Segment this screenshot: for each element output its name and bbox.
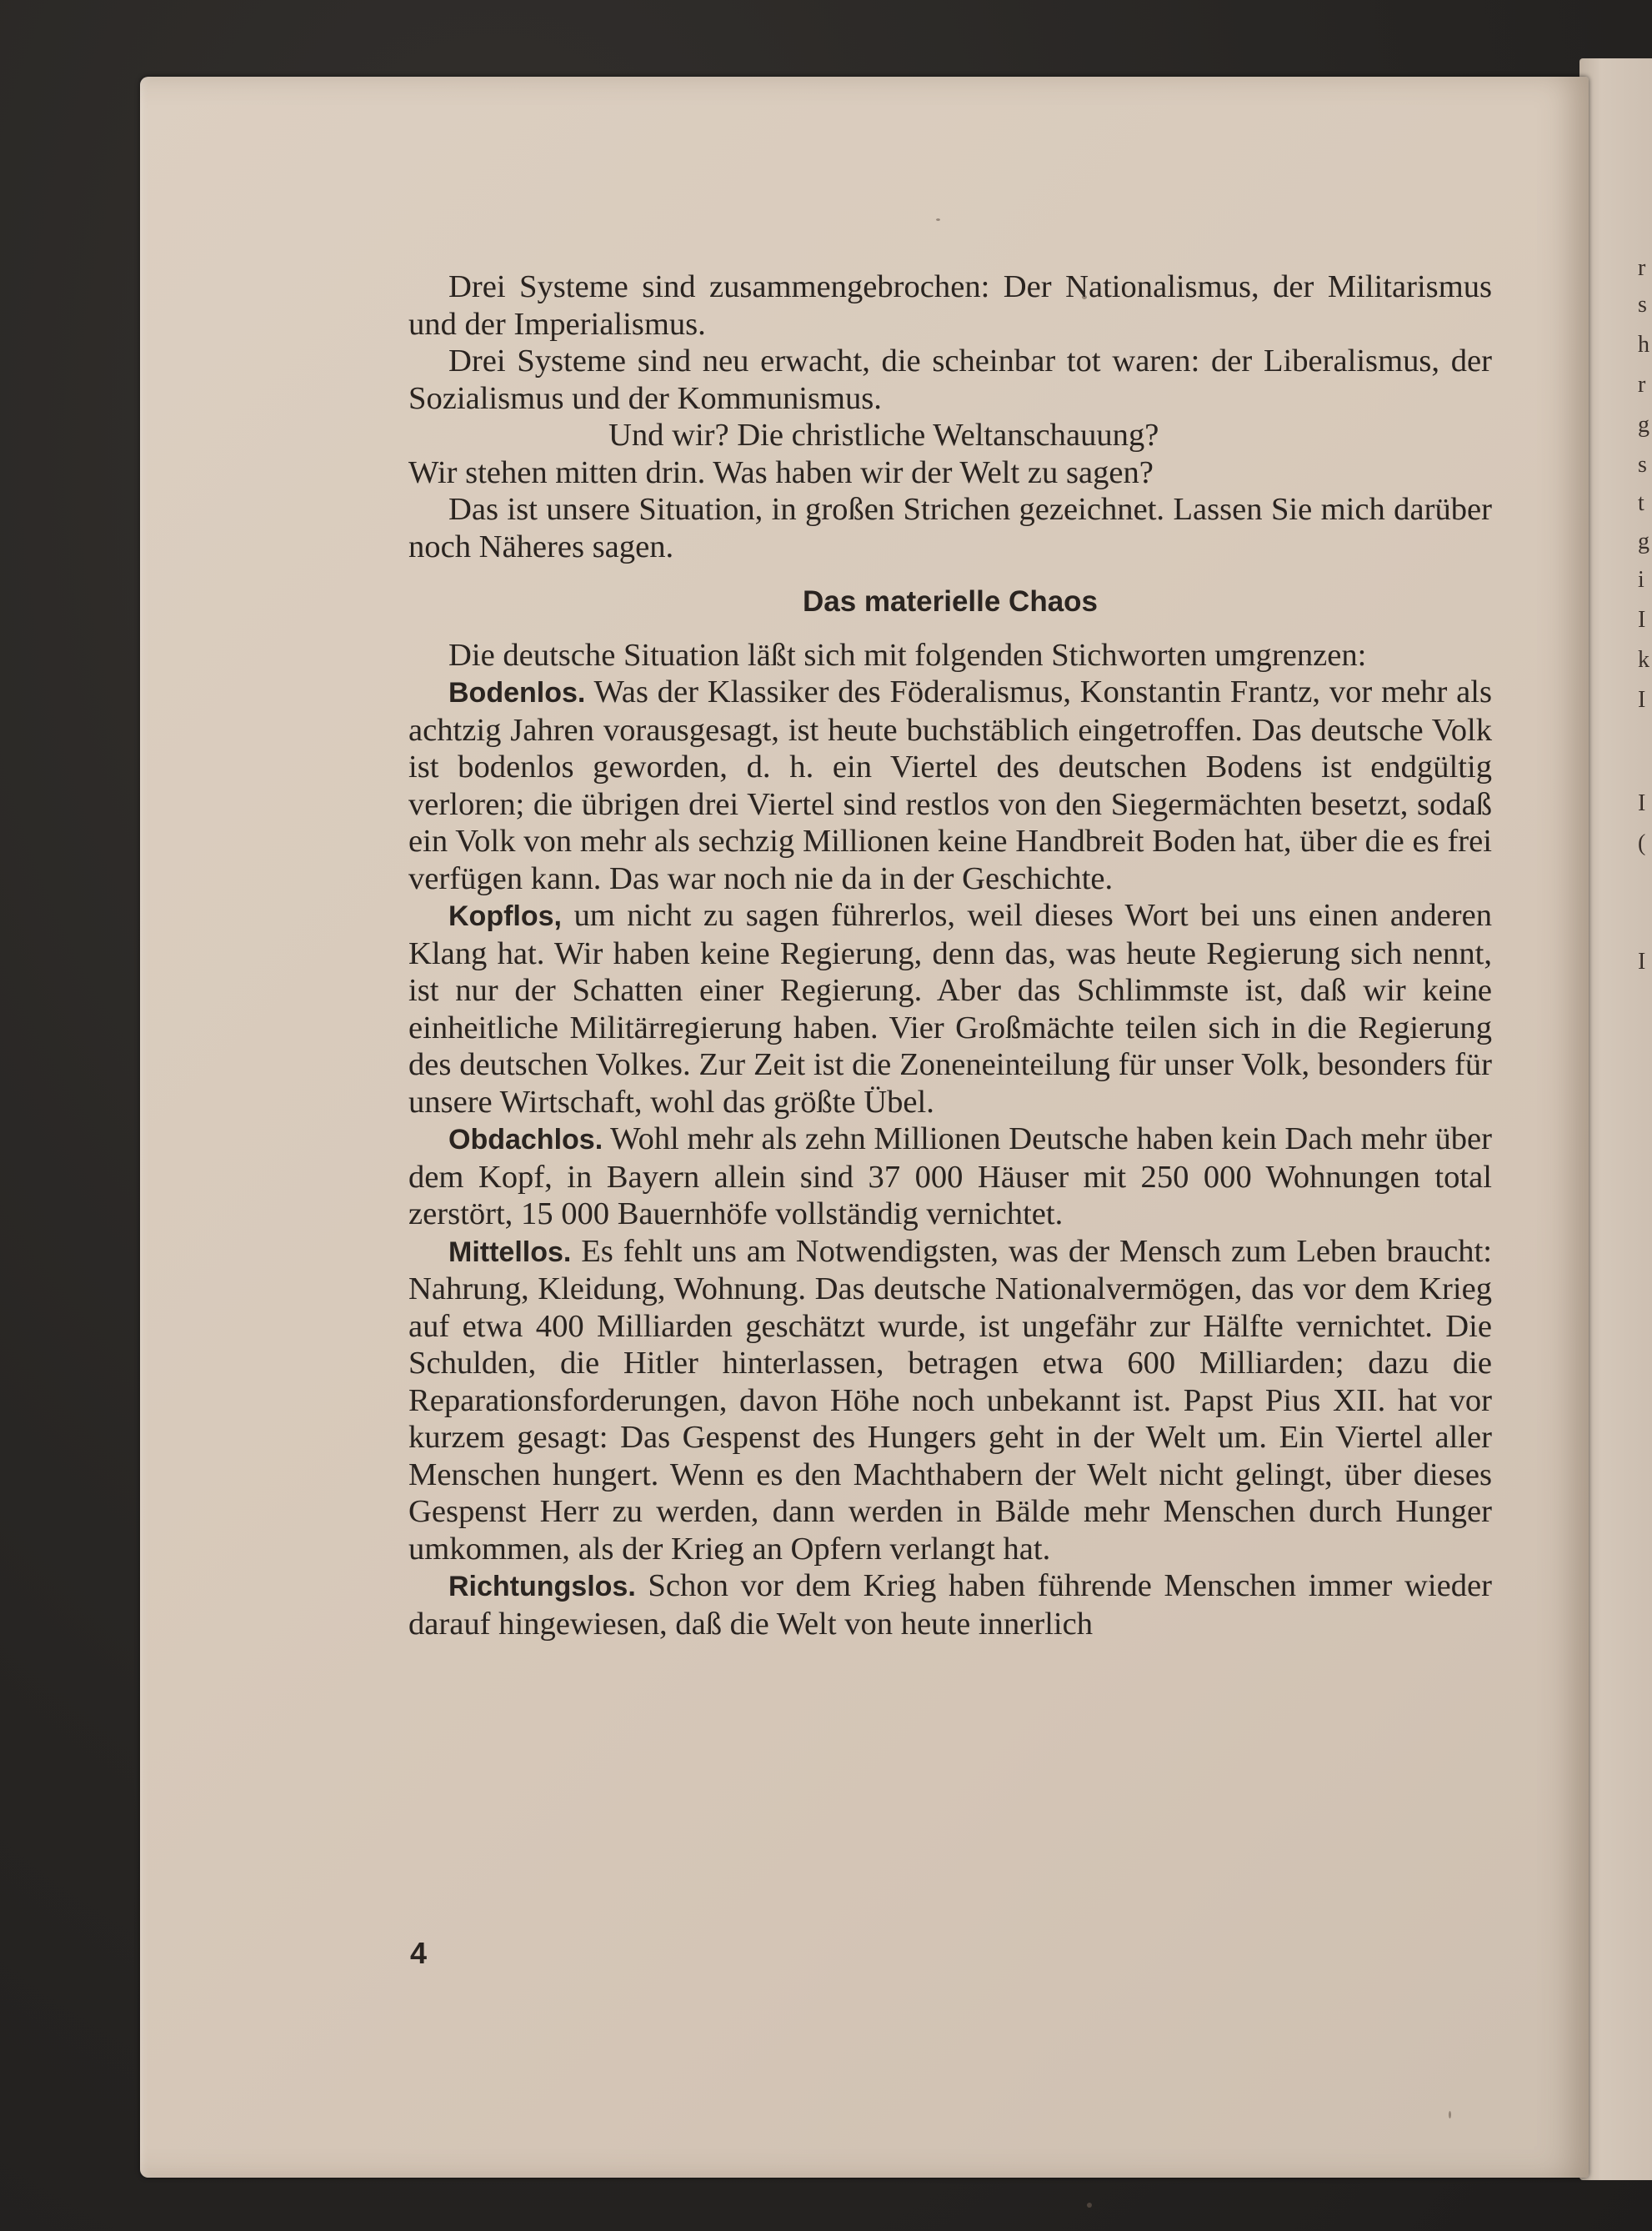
section-heading: Das materielle Chaos xyxy=(802,585,1099,618)
paper-speck xyxy=(1449,2111,1451,2118)
keyword-paragraph xyxy=(408,897,1492,1121)
paper-speck xyxy=(1087,2203,1092,2208)
facing-page-edge xyxy=(1579,58,1652,2180)
facing-page-letter: i xyxy=(1638,567,1644,593)
facing-page-letter: t xyxy=(1638,490,1644,516)
facing-page-letter: g xyxy=(1638,529,1649,554)
keyword-text: Wohl mehr als zehn Millionen Deutsche haben kein Dach mehr über dem Kopf, in Bayern allein sind 37 000 Häuser mit 250 000 Wohnungen total zerstört, 15 000 Bauernhöfe vollständig vernichtet. xyxy=(408,1121,1492,1231)
facing-page-letter: h xyxy=(1638,332,1649,358)
facing-page-letter: k xyxy=(1638,647,1649,673)
facing-page-letter: r xyxy=(1638,255,1646,281)
keyword-paragraph xyxy=(408,1567,1492,1642)
keyword-text: Schon vor dem Krieg haben führende Menschen immer wieder darauf hingewiesen, daß die Welt von heute innerlich xyxy=(408,1568,1492,1642)
keyword-paragraph xyxy=(408,674,1492,897)
facing-page-letter: s xyxy=(1638,452,1647,478)
keyword-term: Obdachlos. xyxy=(448,1124,603,1156)
paper-speck xyxy=(936,218,940,221)
facing-page-letter: I xyxy=(1638,949,1646,975)
facing-page-letter: r xyxy=(1638,372,1646,398)
facing-page-letter: g xyxy=(1638,412,1649,438)
keyword-term: Bodenlos. xyxy=(448,677,586,709)
keyword-text: Es fehlt uns am Notwendigsten, was der Mensch zum Leben braucht: Nahrung, Kleidung, Wohnung. Das deutsche Nationalvermögen, das vor dem Krieg auf etwa 400 Milliarden geschätzt wurde, ist ungefähr zur Hälfte vernichtet. Die Schulden, die Hitler hinterlassen, betragen etwa 600 Milliarden; dazu die Reparationsforderungen, davon Höhe noch unbekannt ist. Papst Pius XII. hat vor kurzem gesagt: Das Gespenst des Hungers geht in der Welt um. Ein Viertel aller Menschen hungert. Wenn es den Machthabern der Welt nicht gelingt, über dieses Gespenst Herr zu werden, dann werden in Bälde mehr Menschen durch Hunger umkommen, als der Krieg an Opfern verlangt hat. xyxy=(408,1233,1492,1567)
keyword-term: Richtungslos. xyxy=(448,1571,636,1602)
opening-paragraph: Drei Systeme sind neu erwacht, die scheinbar tot waren: der Liberalismus, der Sozialismus und der Kommunismus. xyxy=(408,343,1492,416)
keyword-term: Mittellos. xyxy=(448,1236,572,1268)
opening-paragraph: Wir stehen mitten drin. Was haben wir der Welt zu sagen? xyxy=(408,454,1154,490)
keyword-text: Was der Klassiker des Föderalismus, Konstantin Frantz, vor mehr als achtzig Jahren vorausgesagt, ist heute buchstäblich eingetroffen. Das deutsche Volk ist bodenlos geworden, d. h. ein Viertel des deutschen Bodens ist endgültig verloren; die übrigen drei Viertel sind restlos von den Siegermächten besetzt, sodaß ein Volk von mehr als sechzig Millionen keine Handbreit Boden hat, über die es frei verfügen kann. Das war noch nie da in der Geschichte. xyxy=(408,674,1492,896)
page-number: 4 xyxy=(410,1936,428,1970)
intro-paragraph: Die deutsche Situation läßt sich mit folgenden Stichworten umgrenzen: xyxy=(448,637,1367,673)
facing-page-letter: s xyxy=(1638,292,1647,318)
opening-paragraph: Drei Systeme sind zusammengebrochen: Der Nationalismus, der Militarismus und der Imperialismus. xyxy=(408,269,1492,342)
facing-page-letter: ( xyxy=(1638,830,1646,856)
keyword-text: um nicht zu sagen führerlos, weil dieses Wort bei uns einen anderen Klang hat. Wir haben keine Regierung, denn das, was heute Regierung sich nennt, ist nur der Schatten einer Regierung. Aber das Schlimmste ist, daß wir keine einheitliche Militärregierung haben. Vier Großmächte teilen sich in die Regierung des deutschen Volkes. Zur Zeit ist die Zoneneinteilung für unser Volk, besonders für unsere Wirtschaft, wohl das größte Übel. xyxy=(408,898,1492,1120)
keyword-paragraph xyxy=(408,1233,1492,1568)
opening-paragraph: Das ist unsere Situation, in großen Strichen gezeichnet. Lassen Sie mich darüber noch Näheres sagen. xyxy=(408,492,1492,564)
page-body-text xyxy=(408,268,1492,1642)
facing-page-letter: I xyxy=(1638,790,1646,816)
facing-page-letter: I xyxy=(1638,607,1646,633)
centered-question: Und wir? Die christliche Weltanschauung? xyxy=(608,418,1159,453)
keyword-term: Kopflos, xyxy=(448,900,562,932)
facing-page-letter: I xyxy=(1638,687,1646,713)
keyword-paragraph xyxy=(408,1121,1492,1233)
